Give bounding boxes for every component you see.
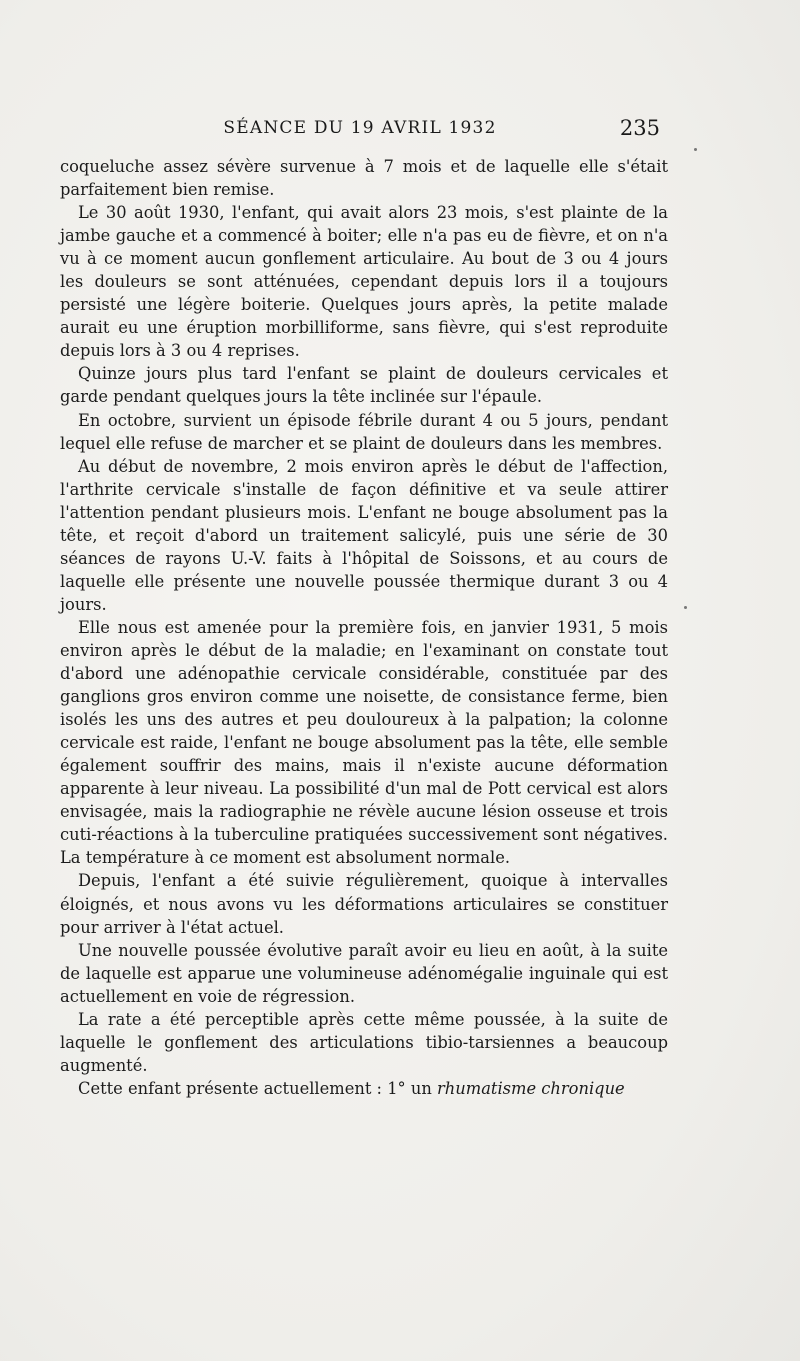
paragraph-spleen: La rate a été perceptible après cette même poussée, à la suite de laquelle le gonflement des articulations tibio-tarsiennes a beaucoup augmenté. [60,1009,668,1075]
paragraph-current-state [60,1077,668,1100]
paragraph-november-arthritis: Au début de novembre, 2 mois environ après le début de l'affection, l'arthrite cervicale s'installe de façon définitive et va seule attirer l'attention pendant plusieurs mois. L'enfant ne bouge absolument pas la tête, et reçoit d'abord un traitement salicylé, puis une série de 30 séances de rayons U.-V. faits à l'hôpital de Soissons, et au cours de laquelle elle présente une nouvelle poussée thermique durant 3 ou 4 jours. [60,456,668,614]
margin-dot-middle [684,606,687,609]
page-number: 235 [619,116,660,140]
paragraph-onset: Le 30 août 1930, l'enfant, qui avait alors 23 mois, s'est plainte de la jambe gauche et a commencé à boiter; elle n'a pas eu de fièvre, et on n'a vu à ce moment aucun gonflement articulaire. Au bout de 3 ou 4 jours les douleurs se sont atténuées, cependant depuis lors il a toujours persisté une légère boiterie. Quelques jours après, la petite malade aurait eu une éruption morbilliforme, sans fièvre, qui s'est reproduite depuis lors à 3 ou 4 reprises. [60,203,668,361]
paragraph-first-examination: Elle nous est amenée pour la première fois, en janvier 1931, 5 mois environ après le début de la maladie; en l'examinant on constate tout d'abord une adénopathie cervicale considérable, constituée par des ganglions gros environ comme une noisette, de consistance ferme, bien isolés les uns des autres et peu douloureux à la palpation; la colonne cervicale est raide, l'enfant ne bouge absolument pas la tête, elle semble également souffrir des mains, mais il n'existe aucune déformation apparente à leur niveau. La possibilité d'un mal de Pott cervical est alors envisagée, mais la radiographie ne révèle aucune lésion osseuse et trois cuti-réactions à la tuberculine pratiquées successivement sont négatives. La température à ce moment est absolument normale. [60,617,668,868]
paragraph-follow-up: Depuis, l'enfant a été suivie régulièrement, quoique à intervalles éloignés, et nous avons vu les déformations articulaires se constituer pour arriver à l'état actuel. [60,871,668,937]
running-head: SÉANCE DU 19 AVRIL 1932 [223,118,497,138]
margin-dot-top [694,148,697,151]
paragraph-august-flare: Une nouvelle poussée évolutive paraît avoir eu lieu en août, à la suite de laquelle est apparue une volumineuse adénomégalie inguinale qui est actuellement en voie de régression. [60,940,668,1006]
paragraph-continuation: coqueluche assez sévère survenue à 7 mois et de laquelle elle s'était parfaitement bien remise. [60,157,668,200]
body-text [60,155,668,1100]
paragraph-cervical-pain: Quinze jours plus tard l'enfant se plaint de douleurs cervicales et garde pendant quelques jours la tête inclinée sur l'épaule. [60,364,668,407]
current-state-text: Cette enfant présente actuellement : 1° un [78,1078,438,1098]
paragraph-october-episode: En octobre, survient un épisode fébrile durant 4 ou 5 jours, pendant lequel elle refuse de marcher et se plaint de douleurs dans les membres. [60,410,668,453]
page-header [60,112,660,144]
current-state-italic: rhumatisme chronique [437,1078,625,1098]
